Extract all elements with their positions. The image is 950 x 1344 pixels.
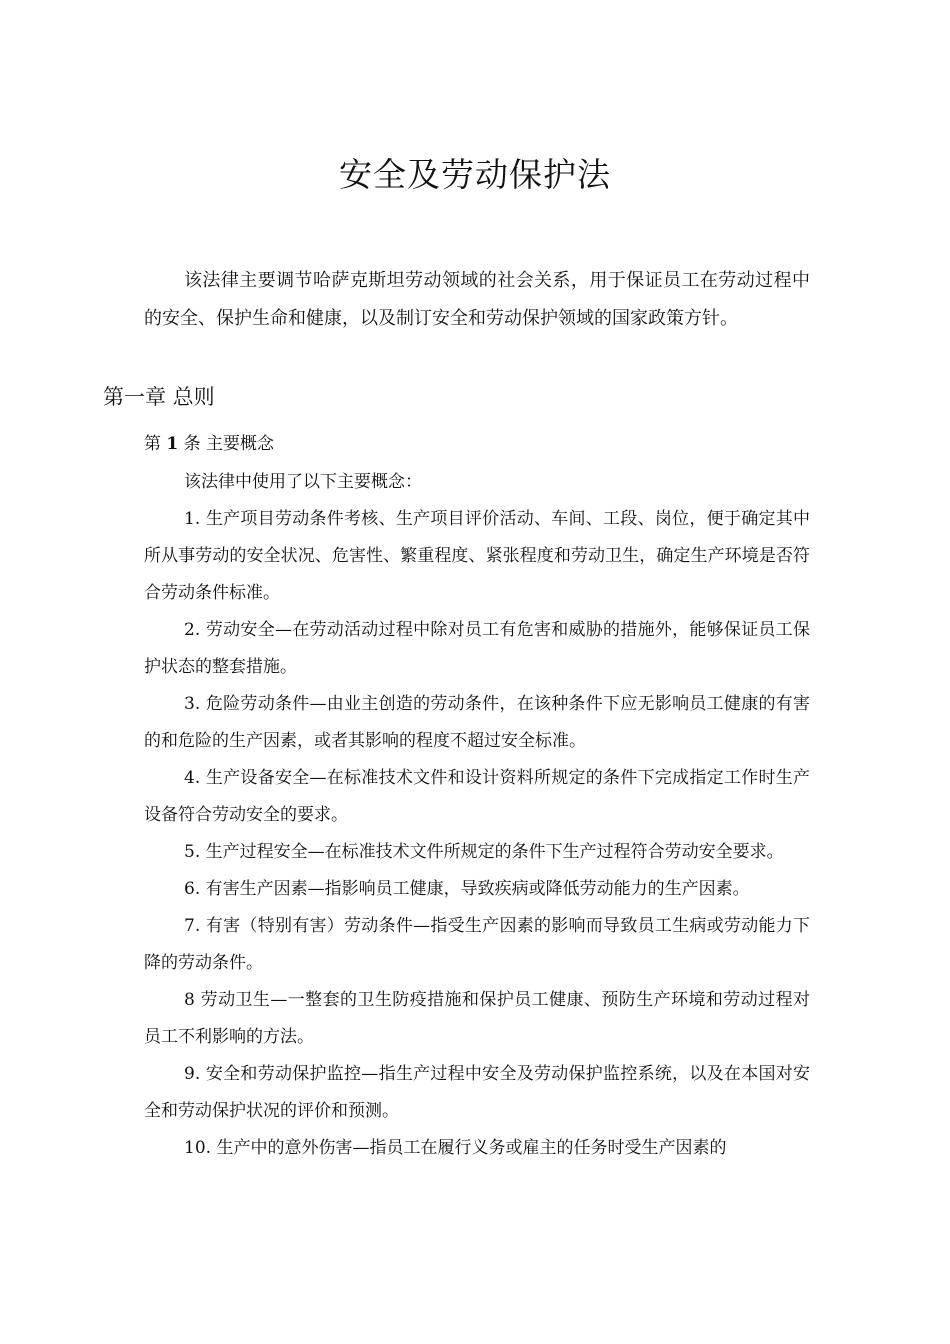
definition-item-7: 7. 有害（特别有害）劳动条件—指受生产因素的影响而导致员工生病或劳动能力下降的劳动条件。 <box>144 916 810 973</box>
article-prefix: 第 <box>144 434 161 454</box>
article-number: 1 <box>166 434 179 454</box>
lead-paragraph: 该法律中使用了以下主要概念： <box>184 472 422 492</box>
definition-item-6: 6. 有害生产因素—指影响员工健康，导致疾病或降低劳动能力的生产因素。 <box>184 879 750 899</box>
article-title: 条 主要概念 <box>183 434 275 454</box>
page-title: 安全及劳动保护法 <box>339 155 611 194</box>
definition-item-2: 2. 劳动安全—在劳动活动过程中除对员工有危害和威胁的措施外，能够保证员工保护状态的整套措施。 <box>144 620 810 677</box>
chapter-heading: 第一章 总则 <box>103 385 215 409</box>
definition-item-9: 9. 安全和劳动保护监控—指生产过程中安全及劳动保护监控系统，以及在本国对安全和劳动保护状况的评价和预测。 <box>144 1064 810 1121</box>
definition-item-1: 1. 生产项目劳动条件考核、生产项目评价活动、车间、工段、岗位，便于确定其中所从事劳动的安全状况、危害性、繁重程度、紧张程度和劳动卫生，确定生产环境是否符合劳动条件标准。 <box>144 509 810 603</box>
definition-item-4: 4. 生产设备安全—在标准技术文件和设计资料所规定的条件下完成指定工作时生产设备符合劳动安全的要求。 <box>144 768 810 825</box>
definition-item-3: 3. 危险劳动条件—由业主创造的劳动条件，在该种条件下应无影响员工健康的有害的和危险的生产因素，或者其影响的程度不超过安全标准。 <box>144 694 810 751</box>
intro-paragraph: 该法律主要调节哈萨克斯坦劳动领域的社会关系，用于保证员工在劳动过程中的安全、保护生命和健康，以及制订安全和劳动保护领域的国家政策方针。 <box>144 270 810 329</box>
definition-item-10: 10. 生产中的意外伤害—指员工在履行义务或雇主的任务时受生产因素的 <box>184 1138 727 1158</box>
article-body <box>144 464 810 1167</box>
definition-item-8: 8 劳动卫生—一整套的卫生防疫措施和保护员工健康、预防生产环境和劳动过程对员工不利影响的方法。 <box>144 990 810 1047</box>
article-heading <box>144 429 274 459</box>
definition-item-5: 5. 生产过程安全—在标准技术文件所规定的条件下生产过程符合劳动安全要求。 <box>184 842 784 862</box>
